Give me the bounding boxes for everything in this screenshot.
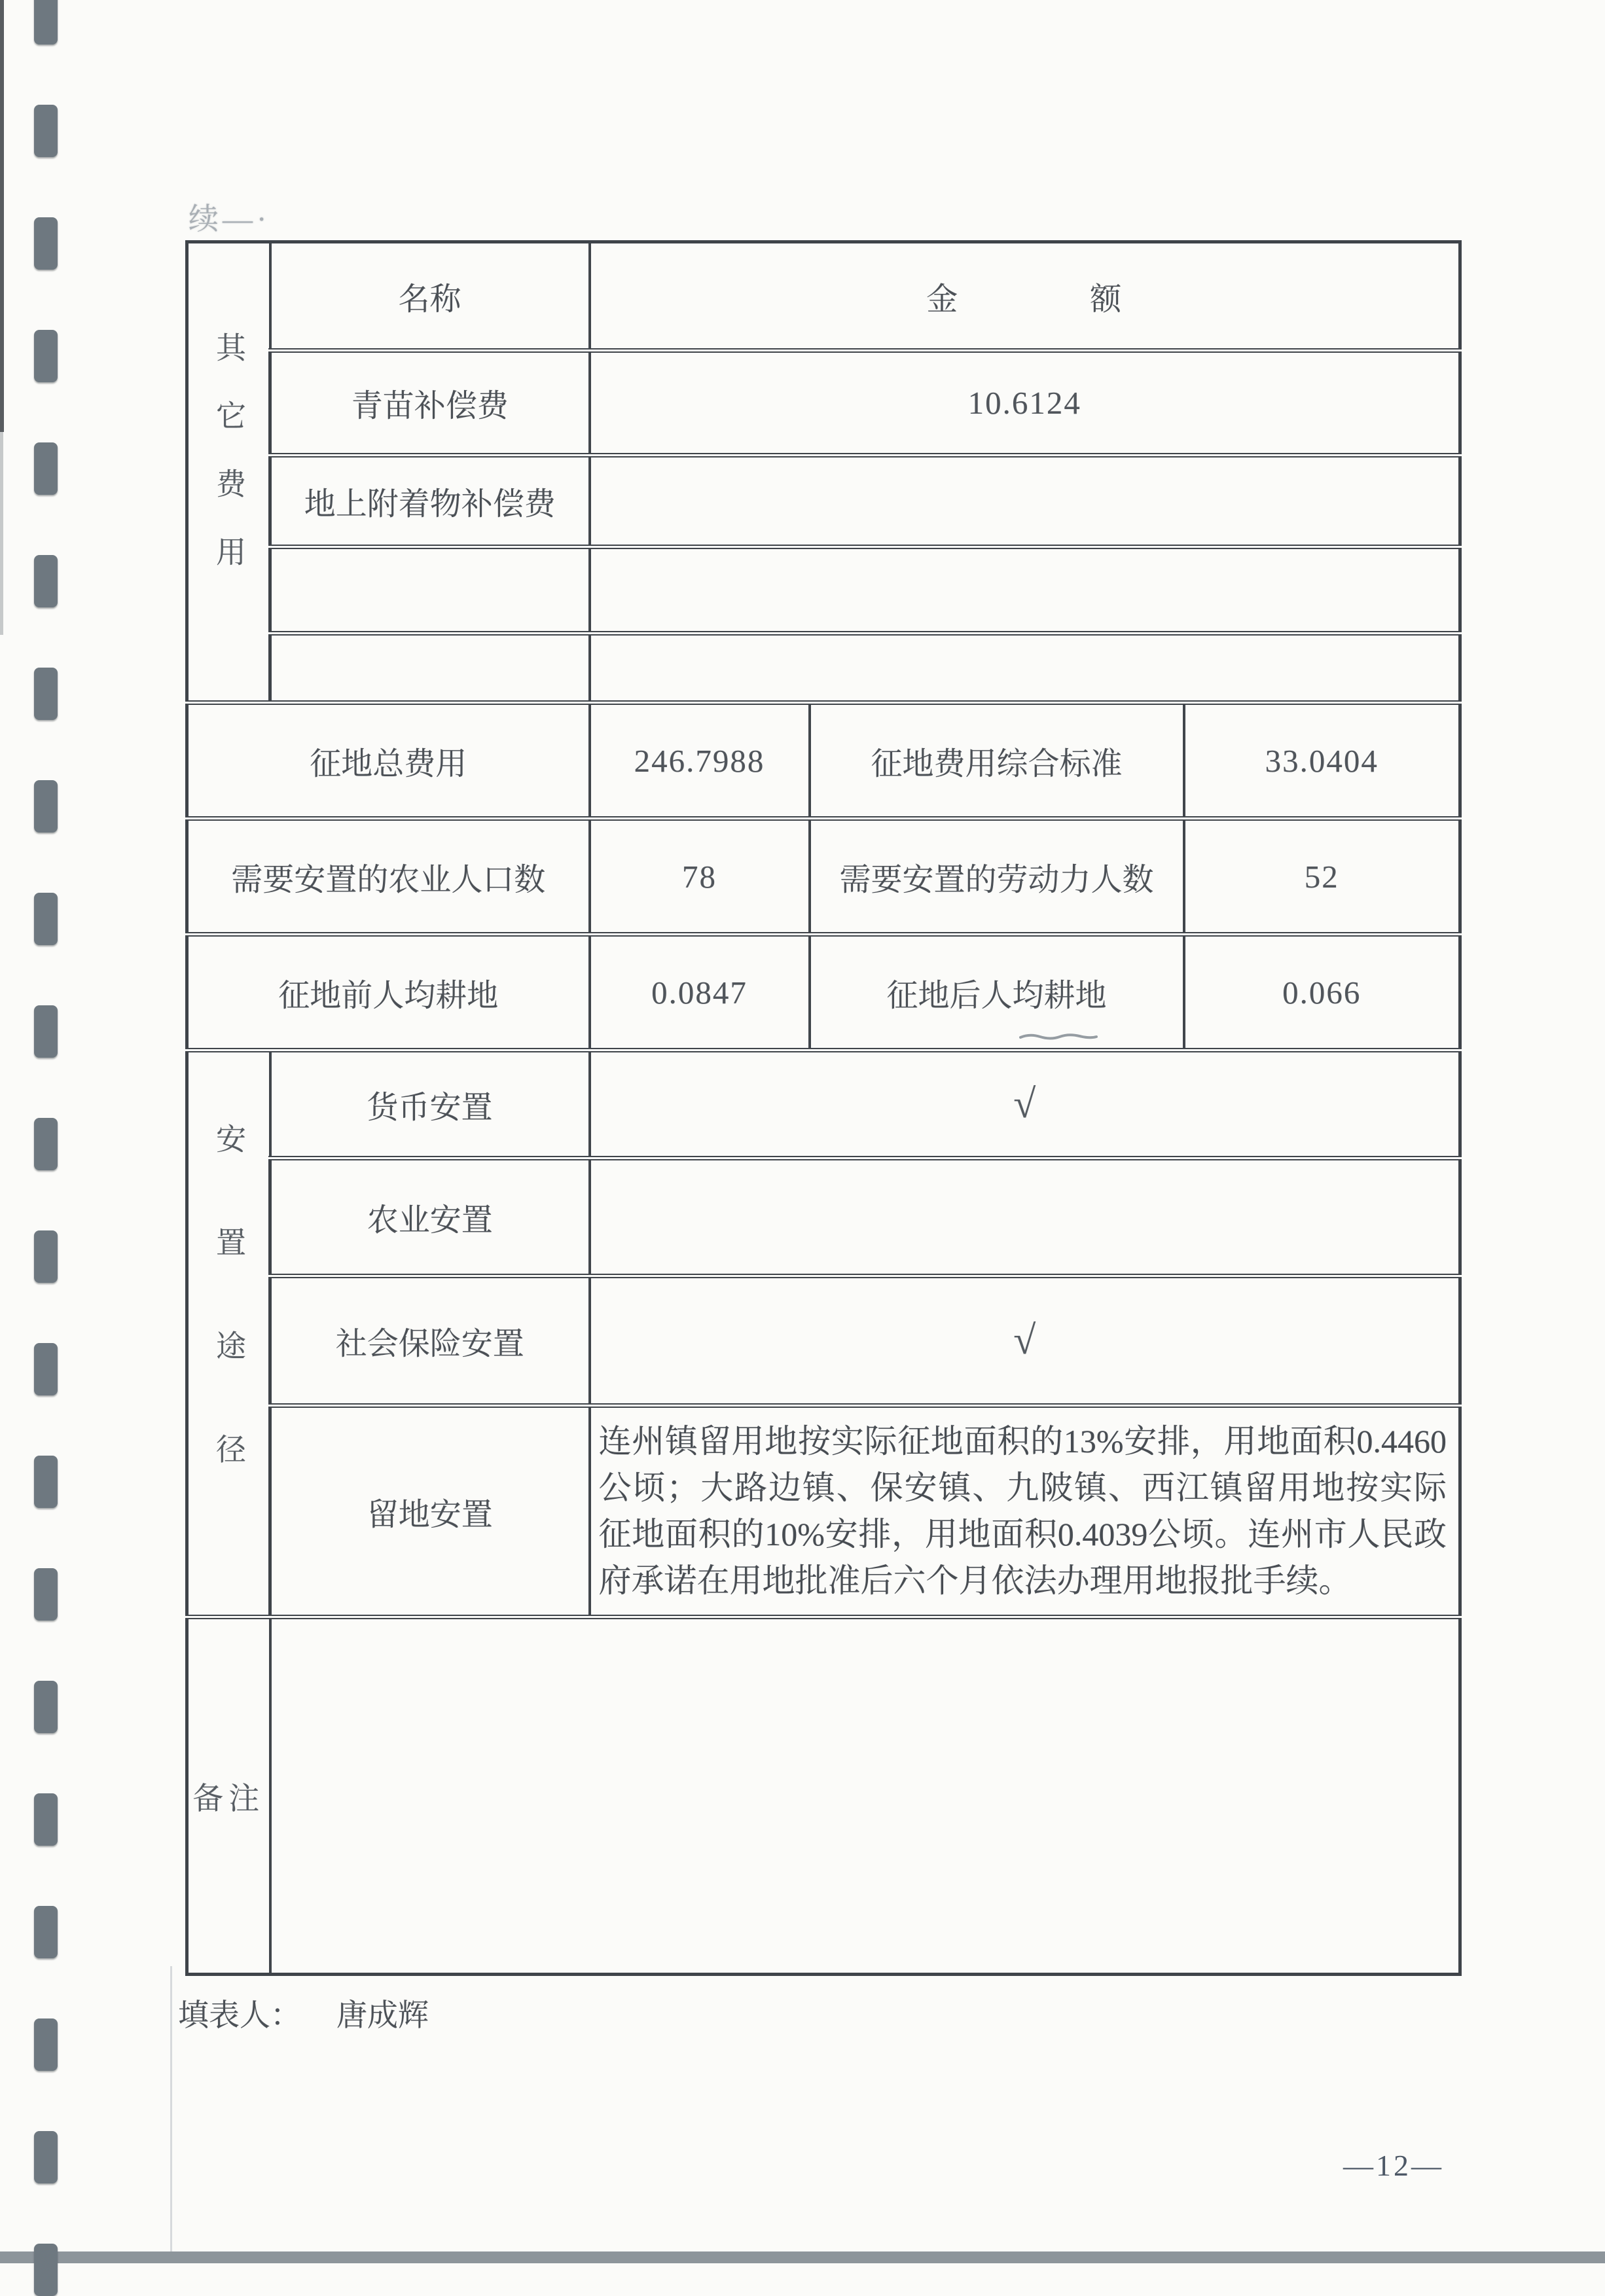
binding-hole xyxy=(34,1456,58,1508)
per-capita-after-value: 0.066 xyxy=(1184,935,1460,1050)
binding-hole xyxy=(34,1793,58,1846)
binding-hole xyxy=(34,217,58,270)
page-number: —12— xyxy=(1343,2149,1444,2182)
fee-row-name: 青苗补偿费 xyxy=(270,351,590,456)
form-filler-label: 填表人： xyxy=(178,1999,301,2033)
binding-hole xyxy=(34,1681,58,1733)
remarks-label xyxy=(187,1617,270,1975)
section-other-fees-label: 其它费用 xyxy=(212,332,245,604)
fee-row-amount: 10.6124 xyxy=(590,351,1460,456)
comprehensive-standard-value: 33.0404 xyxy=(1184,703,1460,819)
reserved-land-resettlement-text: 连州镇留用地按实际征地面积的13%安排，用地面积0.4460公顷；大路边镇、保安镇、九陂镇、西江镇留用地按实际征地面积的10%安排，用地面积0.4039公顷。连州市人民政府承诺在用地批准后六个月依法办理用地报批手续。 xyxy=(590,1406,1460,1617)
remarks-value xyxy=(270,1617,1460,1975)
social-insurance-resettlement-checkmark: √ xyxy=(590,1276,1460,1406)
binding-hole xyxy=(34,2018,58,2071)
monetary-resettlement-label: 货币安置 xyxy=(270,1050,590,1158)
binding-hole xyxy=(34,1005,58,1058)
land-acquisition-form-table xyxy=(185,240,1462,1976)
pen-underline-mark xyxy=(1019,1032,1098,1041)
reserved-land-resettlement-label: 留地安置 xyxy=(270,1406,590,1617)
binding-hole xyxy=(34,2244,58,2296)
fee-row-name: 地上附着物补偿费 xyxy=(270,456,590,547)
fee-row-amount xyxy=(590,456,1460,547)
scan-edge-line-faint xyxy=(0,432,3,635)
binding-hole xyxy=(34,893,58,945)
section-other-fees xyxy=(187,242,270,703)
binding-hole xyxy=(34,668,58,720)
binding-hole xyxy=(34,442,58,495)
total-cost-label: 征地总费用 xyxy=(187,703,590,819)
fee-row-name xyxy=(270,547,590,634)
monetary-resettlement-checkmark: √ xyxy=(590,1050,1460,1158)
binding-hole xyxy=(34,1230,58,1283)
per-capita-after-label xyxy=(810,935,1184,1050)
per-capita-before-label: 征地前人均耕地 xyxy=(187,935,590,1050)
binding-hole xyxy=(34,1568,58,1621)
binding-hole xyxy=(34,780,58,833)
header-amount-cell: 金 额 xyxy=(590,242,1460,351)
fee-row-amount xyxy=(590,634,1460,703)
comprehensive-standard-label: 征地费用综合标准 xyxy=(810,703,1184,819)
binding-hole xyxy=(34,1343,58,1395)
per-capita-after-label-text: 征地后人均耕地 xyxy=(886,978,1107,1013)
scan-edge-line xyxy=(0,0,4,432)
binding-hole xyxy=(34,105,58,157)
agricultural-resettlement-label: 农业安置 xyxy=(270,1158,590,1276)
binding-hole xyxy=(34,1118,58,1170)
fee-row-name xyxy=(270,634,590,703)
section-resettlement-label: 安置途径 xyxy=(212,1122,245,1537)
agricultural-resettlement-value xyxy=(590,1158,1460,1276)
binding-hole xyxy=(34,0,58,45)
continuation-mark: 续—· xyxy=(189,202,271,236)
labor-count-value: 52 xyxy=(1184,819,1460,935)
social-insurance-resettlement-label: 社会保险安置 xyxy=(270,1276,590,1406)
agri-population-value: 78 xyxy=(590,819,810,935)
labor-count-label: 需要安置的劳动力人数 xyxy=(810,819,1184,935)
binding-hole xyxy=(34,330,58,382)
remarks-label-text: 备注 xyxy=(192,1782,265,1816)
binding-hole xyxy=(34,2131,58,2183)
form-filler-name: 唐成辉 xyxy=(336,1999,429,2033)
per-capita-before-value: 0.0847 xyxy=(590,935,810,1050)
binding-hole xyxy=(34,555,58,607)
page-fold-line xyxy=(170,1966,172,2253)
binding-hole xyxy=(34,1906,58,1958)
total-cost-value: 246.7988 xyxy=(590,703,810,819)
fee-row-amount xyxy=(590,547,1460,634)
form-filler-line xyxy=(178,1991,429,2035)
agri-population-label: 需要安置的农业人口数 xyxy=(187,819,590,935)
header-name-cell: 名称 xyxy=(270,242,590,351)
section-resettlement xyxy=(187,1050,270,1617)
scan-bottom-edge xyxy=(0,2251,1605,2263)
